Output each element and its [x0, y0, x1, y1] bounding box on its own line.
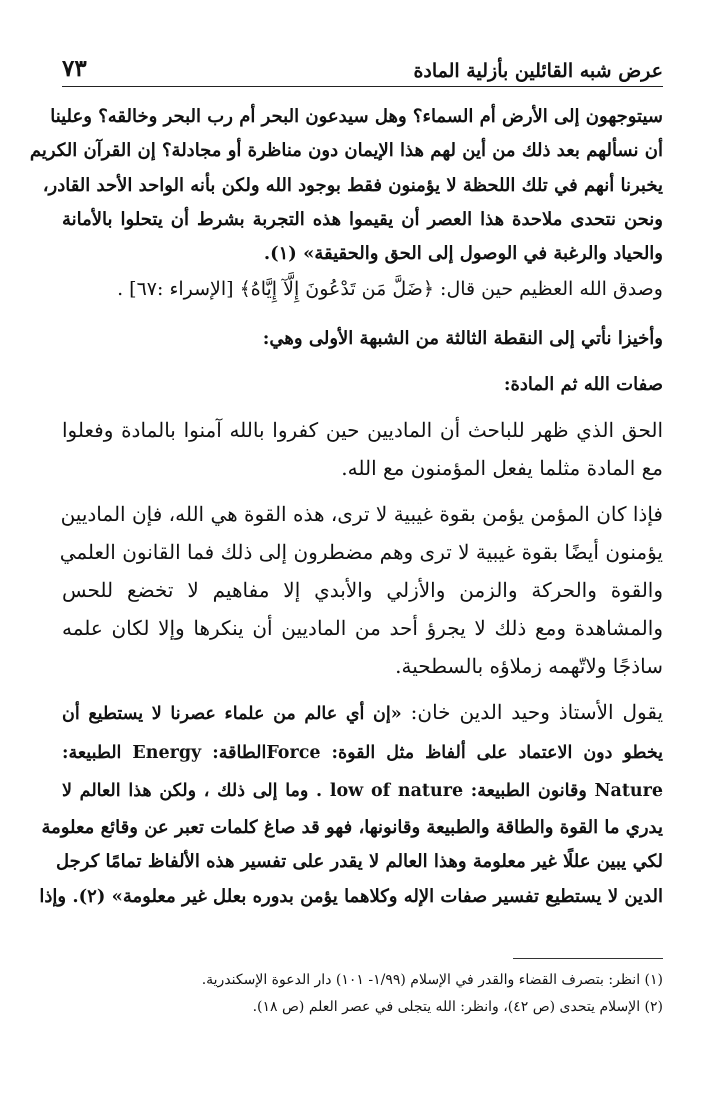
text-line: لكي يبين عللًا غير معلومة وهذا العالم لا يقدر على تفسير هذه الألفاظ تمامًا كرجل [56, 851, 663, 873]
footnote-divider [513, 958, 663, 959]
main-text [29, 100, 664, 914]
text-line: والمشاهدة ومع ذلك لا يجرؤ أحد من الماديين أن ينكرها وإلا لكان علمه [62, 616, 663, 641]
text-line: سيتوجهون إلى الأرض أم السماء؟ وهل سيدعون البحر أم رب البحر وخالقه؟ وعلينا [50, 106, 663, 127]
text-line [62, 693, 663, 734]
text-line: ساذجًا ولاتّهمه زملاؤه بالسطحية. [395, 654, 663, 679]
text-line: والقوة والحركة والزمن والأزلي والأبدي إلا مفاهيم لا تخضع للحس [62, 578, 663, 603]
page-header [62, 46, 663, 87]
paragraph-4-continued [39, 811, 663, 914]
section-heading-attributes: صفات الله ثم المادة: [503, 374, 663, 396]
paragraph-4 [62, 693, 663, 811]
page-number: ٧٣ [62, 55, 87, 82]
quote-lead: يقول الأستاذ وحيد الدين خان: [410, 700, 664, 725]
text-line: أن نسألهم بعد ذلك من أين لهم هذا الإيمان دون مناظرة أو مجادلة؟ إن القرآن الكريم [29, 140, 663, 162]
footnote-1: (١) انظر: بتصرف القضاء والقدر في الإسلام (١/٩٩- ١٠١) دار الدعوة الإسكندرية. [201, 972, 663, 988]
text-line: فإذا كان المؤمن يؤمن بقوة غيبية لا ترى، هذه القوة هي الله، فإن الماديين [60, 502, 663, 527]
paragraph-2 [62, 411, 663, 487]
running-title: عرض شبه القائلين بأزلية المادة [413, 60, 663, 82]
quran-citation [62, 271, 663, 307]
text-line: يؤمنون أيضًا بقوة غيبية لا ترى وهم مضطرون إلى ذلك فما القانون العلمي [59, 540, 663, 565]
paragraph-3 [59, 495, 663, 685]
text-line: والحياد والرغبة في الوصول إلى الحق والحقيقة» (١). [263, 243, 663, 265]
section-heading-third-point: وأخيزا نأتي إلى النقطة الثالثة من الشبهة الأولى وهي: [262, 328, 663, 350]
text-line: مع المادة مثلما يفعل المؤمنون مع الله. [341, 456, 663, 481]
text-line: ونحن نتحدى ملاحدة هذا العصر أن يقيموا هذه التجربة بشرط أن يتحلوا بالأمانة [62, 208, 663, 230]
text-line: وصدق الله العظيم حين قال: ﴿ضَلَّ مَن تَدْعُونَ إِلَّآ إِيَّاهُ﴾ [الإسراء :٦٧] . [117, 278, 663, 301]
quote-start: «إن أي عالم من علماء عصرنا لا يستطيع أن [62, 704, 402, 725]
text-line: يخبرنا أنهم في تلك اللحظة لا يؤمنون فقط بوجود الله ولكن بأنه الواحد الأحد القادر، [42, 174, 663, 196]
text-line: Nature وقانون الطبيعة: low of nature . وما إلى ذلك ، ولكن هذا العالم لا [62, 781, 663, 802]
paragraph-1 [29, 100, 663, 271]
text-line: الدين لا يستطيع تفسير صفات الإله وكلاهما يؤمن بدوره بعلل غير معلومة» (٢). وإذا [39, 885, 663, 907]
text-line: يدري ما القوة والطاقة والطبيعة وقانونها، فهو قد صاغ كلمات تعبر عن وقائع معلومة [41, 816, 663, 838]
text-line: الحق الذي ظهر للباحث أن الماديين حين كفروا بالله آمنوا بالمادة وفعلوا [62, 418, 663, 443]
text-line: يخطو دون الاعتماد على ألفاظ مثل القوة: Forceالطاقة: Energy الطبيعة: [62, 742, 663, 763]
footnote-2: (٢) الإسلام يتحدى (ص ٤٢)، وانظر: الله يتجلى في عصر العلم (ص ١٨). [252, 999, 663, 1015]
footnotes [62, 958, 663, 1021]
